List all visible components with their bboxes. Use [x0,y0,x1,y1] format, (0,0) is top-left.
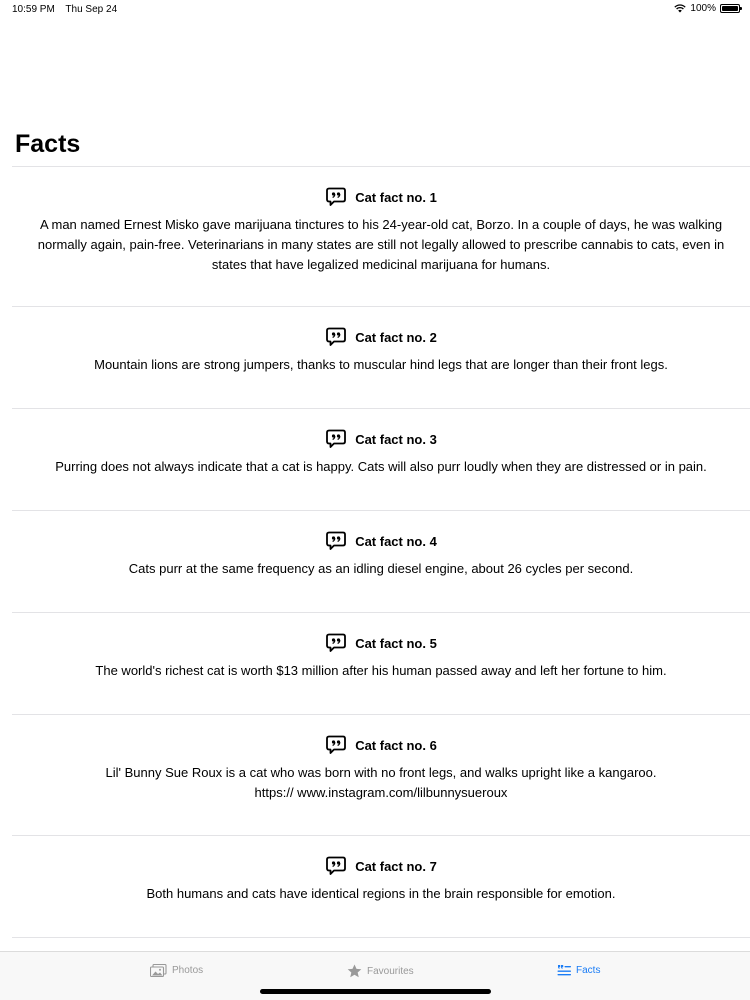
battery-percent: 100% [690,3,716,14]
fact-title: Cat fact no. 6 [355,737,437,753]
fact-title: Cat fact no. 1 [355,189,437,205]
fact-card [12,715,750,836]
fact-text: Cats purr at the same frequency as an idling diesel engine, about 26 cycles per second. [128,561,634,576]
fact-title: Cat fact no. 5 [355,635,437,651]
fact-header [12,854,750,878]
tab-label: Favourites [367,965,414,977]
tab-facts[interactable] [557,964,600,976]
status-date: Thu Sep 24 [65,4,118,15]
fact-text: The world's richest cat is worth $13 million after his human passed away and left her fortune to him. [95,663,667,678]
fact-header [12,733,750,757]
page-title: Facts [15,130,81,158]
fact-card [12,613,750,715]
fact-card [12,167,750,307]
tab-photos[interactable] [150,964,203,977]
tab-label: Facts [576,964,601,976]
quote-bubble-icon [325,734,347,756]
fact-card [12,836,750,938]
fact-text: Purring does not always indicate that a cat is happy. Cats will also purr loudly when they are distressed or in pain. [55,459,707,474]
status-time: 10:59 PM [12,4,55,15]
fact-card [12,409,750,511]
photos-icon [150,964,167,977]
fact-text: Mountain lions are strong jumpers, thanks to muscular hind legs that are longer than their front legs. [94,357,668,372]
fact-header [12,631,750,655]
fact-card [12,307,750,409]
fact-card [12,511,750,613]
fact-title: Cat fact no. 7 [355,858,437,874]
fact-text: A man named Ernest Misko gave marijuana tinctures to his 24-year-old cat, Borzo. In a couple of days, he was walking normally again, pain-free. Veterinarians in many states are still not legally allowed to prescribe cannabis to cats, even in states that have legalized medicinal marijuana for humans. [37,217,725,272]
status-right [674,3,740,14]
fact-header [12,185,750,209]
quote-bubble-icon [325,632,347,654]
status-bar [0,0,750,20]
quote-bubble-icon [325,428,347,450]
wifi-icon [674,4,686,13]
quote-bubble-icon [325,855,347,877]
star-icon [347,964,362,978]
tab-favourites[interactable] [347,964,414,978]
facts-list [12,167,750,938]
fact-text: Both humans and cats have identical regions in the brain responsible for emotion. [146,886,616,901]
fact-title: Cat fact no. 4 [355,533,437,549]
fact-header [12,529,750,553]
fact-header [12,325,750,349]
fact-text: Lil' Bunny Sue Roux is a cat who was born with no front legs, and walks upright like a kangaroo. https:// www.instagram.com/lilbunnysueroux [105,765,657,800]
tab-label: Photos [172,965,204,976]
fact-title: Cat fact no. 2 [355,329,437,345]
quote-bubble-icon [325,326,347,348]
home-indicator [260,989,491,994]
fact-title: Cat fact no. 3 [355,431,437,447]
list-quote-icon [557,964,571,976]
fact-header [12,427,750,451]
quote-bubble-icon [325,186,347,208]
battery-icon [720,4,740,13]
status-left [12,4,125,15]
quote-bubble-icon [325,530,347,552]
